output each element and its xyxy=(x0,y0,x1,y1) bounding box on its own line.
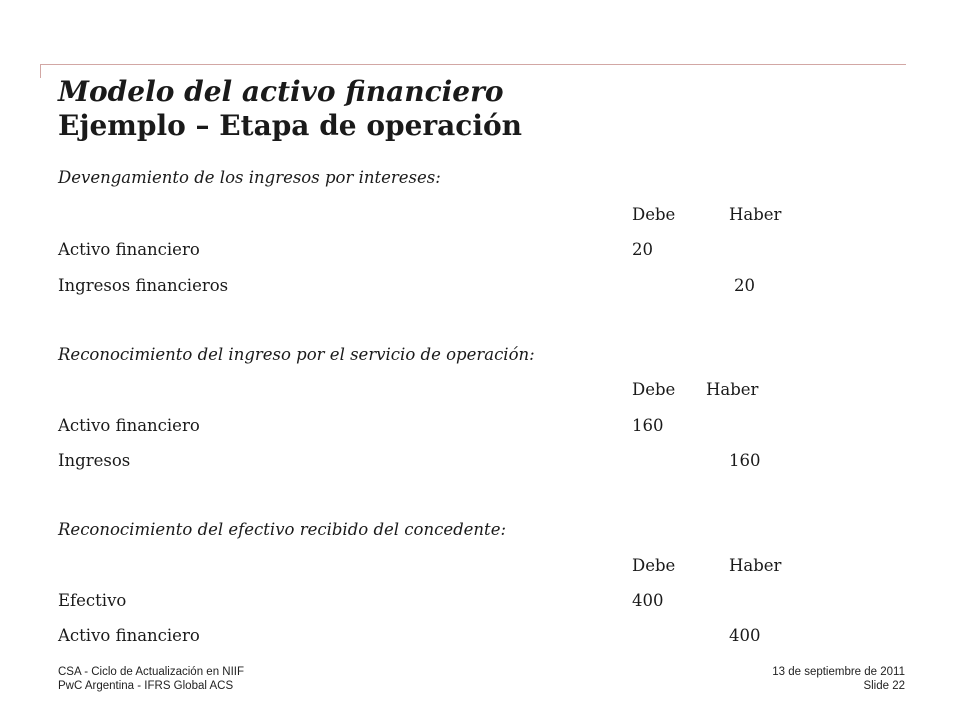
title-line-1: Modelo del activo financiero xyxy=(58,75,504,108)
section-2-row-1-debe: 160 xyxy=(632,416,664,435)
section-2-debe-header: Debe xyxy=(632,380,676,399)
section-2-row-2-account: Ingresos xyxy=(58,451,131,470)
footer-left xyxy=(58,665,244,693)
section-1-row-2-account: Ingresos financieros xyxy=(58,276,229,295)
section-3-row-1-account: Efectivo xyxy=(58,591,127,610)
section-1-heading: Devengamiento de los ingresos por intereses: xyxy=(58,168,441,187)
section-3-row-2-haber: 400 xyxy=(729,626,761,645)
section-1-row-1-debe: 20 xyxy=(632,240,653,259)
header-rule xyxy=(40,64,906,65)
footer-right xyxy=(772,665,905,693)
section-1-haber-header: Haber xyxy=(729,205,782,224)
section-1-debe-header: Debe xyxy=(632,205,676,224)
slide-title xyxy=(58,75,522,143)
section-2-haber-header: Haber xyxy=(706,380,759,399)
section-1-row-1-account: Activo financiero xyxy=(58,240,200,259)
footer-date: 13 de septiembre de 2011 xyxy=(772,666,905,678)
section-3-row-1-debe: 400 xyxy=(632,591,664,610)
section-3-debe-header: Debe xyxy=(632,556,676,575)
section-3-row-2-account: Activo financiero xyxy=(58,626,200,645)
section-3-heading: Reconocimiento del efectivo recibido del concedente: xyxy=(58,520,507,539)
section-2-heading: Reconocimiento del ingreso por el servicio de operación: xyxy=(58,345,535,364)
section-2-row-1-account: Activo financiero xyxy=(58,416,200,435)
slide-number: Slide 22 xyxy=(863,680,905,692)
footer-organization: PwC Argentina - IFRS Global ACS xyxy=(58,680,234,692)
header-rule-corner xyxy=(40,64,41,78)
title-line-2: Ejemplo – Etapa de operación xyxy=(58,109,523,142)
section-1-row-2-haber: 20 xyxy=(734,276,755,295)
section-2-row-2-haber: 160 xyxy=(729,451,761,470)
footer-course: CSA - Ciclo de Actualización en NIIF xyxy=(58,666,244,678)
section-3-haber-header: Haber xyxy=(729,556,782,575)
